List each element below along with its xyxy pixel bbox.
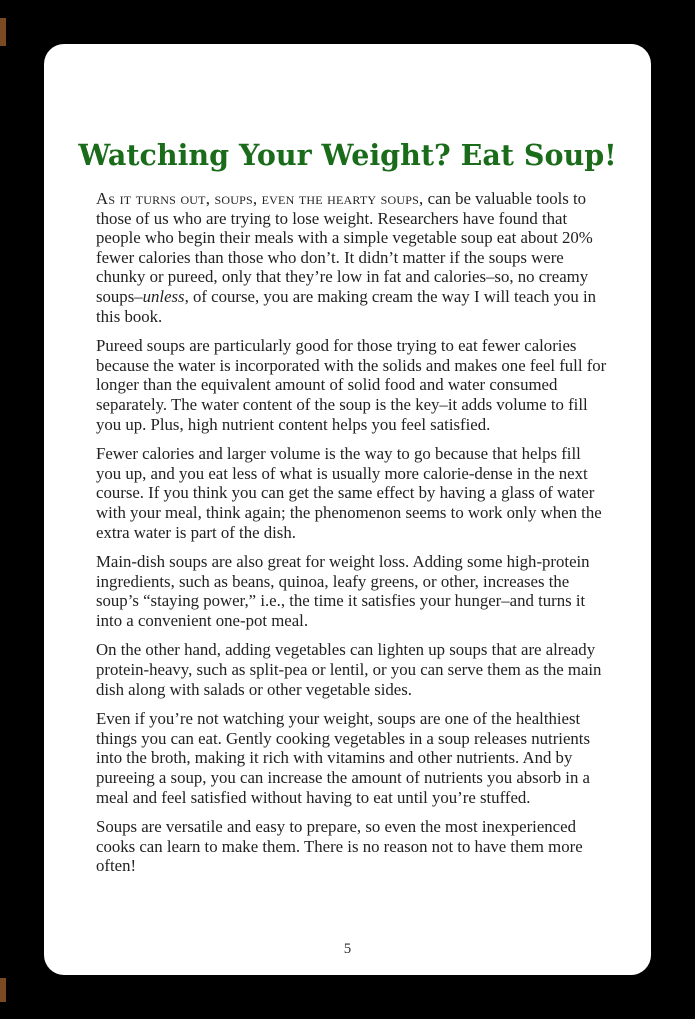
paragraph-text: can be valuable tools to those of us who are trying to lose weight. Researchers have found that people who begin their meals with a simple vegetable soup eat about 20% fewer calories than those who don’t. It didn’t matter if the soups were chunky or pureed, only that they’re low in fat and calories–so, no creamy soups– [96,189,593,306]
paragraph-2: Pureed soups are particularly good for those trying to eat fewer calories because the water is incorporated with the solids and makes one feel full for longer than the equivalent amount of solid food and water consumed separately. The water content of the soup is the key–it adds volume to fill you up. Plus, high nutrient content helps you feel satisfied. [96,336,607,434]
page-body [96,189,608,886]
page-number: 5 [343,941,352,957]
frame-edge-accent [0,978,6,1002]
paragraph-6: Even if you’re not watching your weight, soups are one of the healthiest things you can eat. Gently cooking vegetables in a soup releases nutrients into the broth, making it rich with vitamins and other nutrients. And by pureeing a soup, you can increase the amount of nutrients you absorb in a meal and feel satisfied without having to eat until you’re stuffed. [96,709,590,807]
paragraph-5: On the other hand, adding vegetables can lighten up soups that are already protein-heavy, such as split-pea or lentil, or you can serve them as the main dish along with salads or other vegetable sides. [96,640,602,699]
emphasis-text: unless [142,286,185,306]
book-page[interactable] [44,44,651,975]
paragraph-text: , of course, you are making cream the way I will teach you in this book. [96,286,597,326]
paragraph-3: Fewer calories and larger volume is the way to go because that helps fill you up, and you eat less of what is usually more calorie-dense in the next course. If you think you can get the same effect by having a glass of water with your meal, think again; the phenomenon seems to work only when the extra water is part of the dish. [96,444,602,542]
paragraph-4: Main-dish soups are also great for weight loss. Adding some high-protein ingredients, such as beans, quinoa, leafy greens, or other, increases the soup’s “staying power,” i.e., the time it satisfies your hunger–and turns it into a convenient one-pot meal. [96,552,590,630]
frame-edge-accent [0,18,6,46]
paragraph-1 [96,189,608,326]
paragraph-lead: As it turns out, soups, even the hearty soups, [96,189,424,208]
paragraph-7: Soups are versatile and easy to prepare, so even the most inexperienced cooks can learn to make them. There is no reason not to have them more often! [96,817,583,876]
page-title: Watching Your Weight? Eat Soup! [78,138,617,172]
